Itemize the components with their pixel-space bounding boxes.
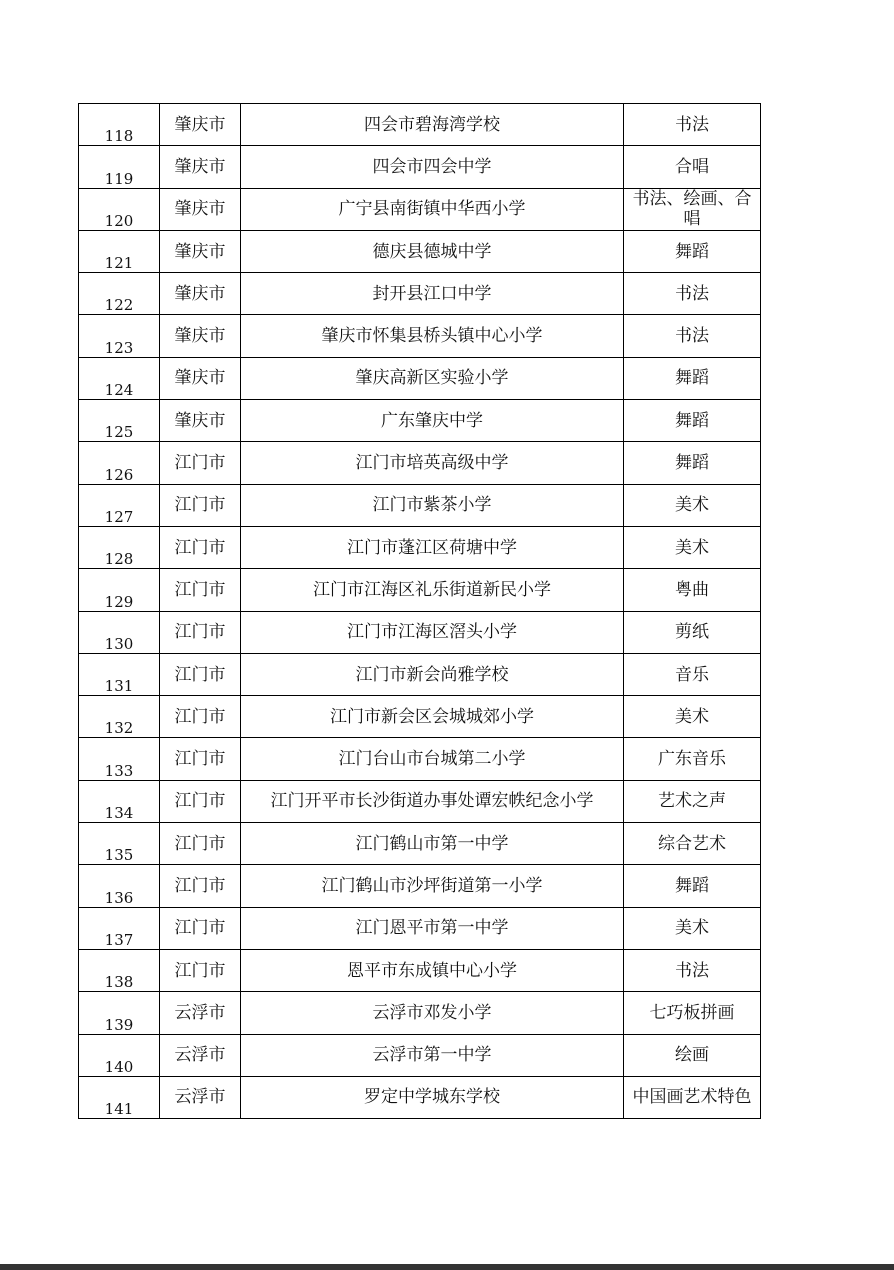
row-number-cell: 141 (79, 1076, 160, 1118)
city-cell: 肇庆市 (160, 273, 241, 315)
page-bottom-bar (0, 1264, 894, 1270)
city-cell: 江门市 (160, 569, 241, 611)
school-name-cell: 江门市蓬江区荷塘中学 (241, 526, 624, 568)
row-number-cell: 118 (79, 104, 160, 146)
feature-cell: 书法 (624, 949, 761, 991)
school-name-cell: 广宁县南街镇中华西小学 (241, 188, 624, 230)
table-row (79, 653, 761, 695)
school-name-cell: 恩平市东成镇中心小学 (241, 949, 624, 991)
row-number-cell: 134 (79, 780, 160, 822)
school-name-cell: 云浮市第一中学 (241, 1034, 624, 1076)
city-cell: 江门市 (160, 823, 241, 865)
school-name-cell: 四会市四会中学 (241, 146, 624, 188)
row-number-cell: 120 (79, 188, 160, 230)
school-name-cell: 德庆县德城中学 (241, 230, 624, 272)
school-name-cell: 江门市新会区会城城郊小学 (241, 696, 624, 738)
school-list-table (78, 103, 761, 1119)
table-row (79, 1034, 761, 1076)
feature-cell: 剪纸 (624, 611, 761, 653)
city-cell: 江门市 (160, 865, 241, 907)
school-name-cell: 江门恩平市第一中学 (241, 907, 624, 949)
row-number-cell: 123 (79, 315, 160, 357)
city-cell: 江门市 (160, 907, 241, 949)
city-cell: 肇庆市 (160, 357, 241, 399)
school-name-cell: 江门鹤山市第一中学 (241, 823, 624, 865)
city-cell: 肇庆市 (160, 230, 241, 272)
feature-cell: 美术 (624, 696, 761, 738)
table-body (79, 104, 761, 1119)
row-number-cell: 127 (79, 484, 160, 526)
city-cell: 江门市 (160, 738, 241, 780)
school-name-cell: 江门市紫茶小学 (241, 484, 624, 526)
row-number-cell: 133 (79, 738, 160, 780)
row-number-cell: 121 (79, 230, 160, 272)
row-number-cell: 140 (79, 1034, 160, 1076)
feature-cell: 书法 (624, 104, 761, 146)
table-row (79, 992, 761, 1034)
city-cell: 江门市 (160, 611, 241, 653)
city-cell: 云浮市 (160, 992, 241, 1034)
school-name-cell: 云浮市邓发小学 (241, 992, 624, 1034)
feature-cell: 艺术之声 (624, 780, 761, 822)
table-row (79, 569, 761, 611)
table-row (79, 738, 761, 780)
city-cell: 江门市 (160, 949, 241, 991)
table-row (79, 230, 761, 272)
school-name-cell: 江门市江海区礼乐街道新民小学 (241, 569, 624, 611)
feature-cell: 美术 (624, 526, 761, 568)
school-name-cell: 封开县江口中学 (241, 273, 624, 315)
school-name-cell: 广东肇庆中学 (241, 400, 624, 442)
feature-cell: 七巧板拼画 (624, 992, 761, 1034)
table-row (79, 357, 761, 399)
feature-cell: 综合艺术 (624, 823, 761, 865)
school-name-cell: 江门台山市台城第二小学 (241, 738, 624, 780)
feature-cell: 舞蹈 (624, 442, 761, 484)
school-name-cell: 江门开平市长沙街道办事处谭宏帙纪念小学 (241, 780, 624, 822)
feature-cell: 舞蹈 (624, 230, 761, 272)
feature-cell: 舞蹈 (624, 400, 761, 442)
row-number-cell: 130 (79, 611, 160, 653)
feature-cell: 绘画 (624, 1034, 761, 1076)
feature-cell: 中国画艺术特色 (624, 1076, 761, 1118)
city-cell: 肇庆市 (160, 188, 241, 230)
city-cell: 江门市 (160, 653, 241, 695)
feature-cell: 粤曲 (624, 569, 761, 611)
row-number-cell: 137 (79, 907, 160, 949)
school-name-cell: 江门市新会尚雅学校 (241, 653, 624, 695)
city-cell: 江门市 (160, 526, 241, 568)
row-number-cell: 124 (79, 357, 160, 399)
city-cell: 江门市 (160, 780, 241, 822)
row-number-cell: 126 (79, 442, 160, 484)
table-row (79, 949, 761, 991)
table-row (79, 907, 761, 949)
school-name-cell: 肇庆高新区实验小学 (241, 357, 624, 399)
table-row (79, 526, 761, 568)
feature-cell: 美术 (624, 907, 761, 949)
table-row (79, 104, 761, 146)
table-row (79, 273, 761, 315)
city-cell: 云浮市 (160, 1034, 241, 1076)
row-number-cell: 136 (79, 865, 160, 907)
city-cell: 肇庆市 (160, 146, 241, 188)
table-row (79, 188, 761, 230)
table-row (79, 696, 761, 738)
row-number-cell: 139 (79, 992, 160, 1034)
feature-cell: 广东音乐 (624, 738, 761, 780)
row-number-cell: 119 (79, 146, 160, 188)
city-cell: 江门市 (160, 484, 241, 526)
table-row (79, 400, 761, 442)
city-cell: 肇庆市 (160, 400, 241, 442)
row-number-cell: 132 (79, 696, 160, 738)
city-cell: 肇庆市 (160, 104, 241, 146)
row-number-cell: 125 (79, 400, 160, 442)
row-number-cell: 131 (79, 653, 160, 695)
feature-cell: 音乐 (624, 653, 761, 695)
feature-cell: 舞蹈 (624, 357, 761, 399)
table-row (79, 484, 761, 526)
table-row (79, 611, 761, 653)
city-cell: 云浮市 (160, 1076, 241, 1118)
row-number-cell: 138 (79, 949, 160, 991)
row-number-cell: 135 (79, 823, 160, 865)
feature-cell: 书法 (624, 315, 761, 357)
row-number-cell: 129 (79, 569, 160, 611)
table-row (79, 1076, 761, 1118)
table-row (79, 865, 761, 907)
table-row (79, 780, 761, 822)
feature-cell: 书法 (624, 273, 761, 315)
row-number-cell: 122 (79, 273, 160, 315)
school-name-cell: 江门市培英高级中学 (241, 442, 624, 484)
row-number-cell: 128 (79, 526, 160, 568)
school-name-cell: 肇庆市怀集县桥头镇中心小学 (241, 315, 624, 357)
school-name-cell: 江门鹤山市沙坪街道第一小学 (241, 865, 624, 907)
school-name-cell: 江门市江海区滘头小学 (241, 611, 624, 653)
feature-cell: 舞蹈 (624, 865, 761, 907)
table-row (79, 442, 761, 484)
feature-cell: 合唱 (624, 146, 761, 188)
school-name-cell: 四会市碧海湾学校 (241, 104, 624, 146)
table-row (79, 146, 761, 188)
table-row (79, 315, 761, 357)
table-row (79, 823, 761, 865)
feature-cell: 美术 (624, 484, 761, 526)
city-cell: 江门市 (160, 696, 241, 738)
city-cell: 江门市 (160, 442, 241, 484)
school-name-cell: 罗定中学城东学校 (241, 1076, 624, 1118)
city-cell: 肇庆市 (160, 315, 241, 357)
feature-cell: 书法、绘画、合唱 (624, 188, 761, 230)
